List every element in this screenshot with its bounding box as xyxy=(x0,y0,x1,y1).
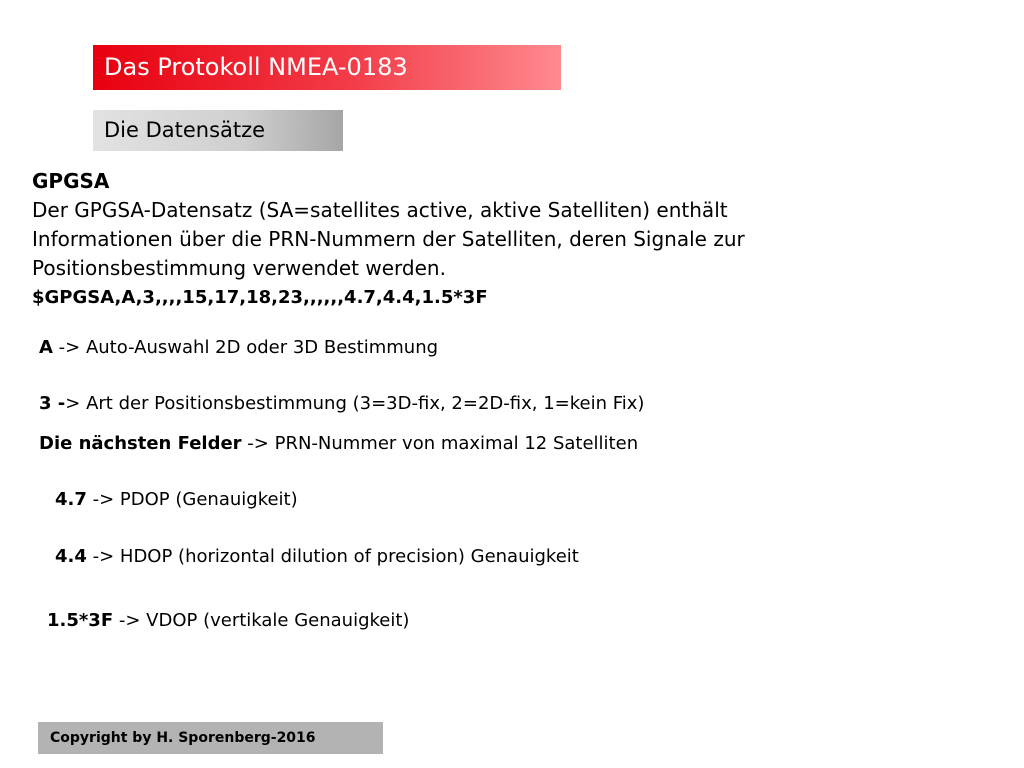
field-fix-type xyxy=(39,392,644,416)
copyright-footer: Copyright by H. Sporenberg-2016 xyxy=(38,722,383,754)
field-desc: -> PDOP (Genauigkeit) xyxy=(86,489,298,510)
field-key: 1.5*3F xyxy=(47,610,114,631)
field-desc: -> HDOP (horizontal dilution of precision) Genauigkeit xyxy=(86,546,579,567)
field-desc: -> VDOP (vertikale Genauigkeit) xyxy=(113,610,410,631)
field-pdop xyxy=(55,488,298,512)
field-vdop xyxy=(47,609,409,633)
field-desc: -> PRN-Nummer von maximal 12 Satelliten xyxy=(241,433,639,454)
description-line: Informationen über die PRN-Nummern der Satelliten, deren Signale zur xyxy=(32,227,745,251)
record-heading: GPGSA xyxy=(32,169,110,193)
field-desc: > Art der Positionsbestimmung (3=3D-fix, 2=2D-fix, 1=kein Fix) xyxy=(65,393,645,414)
field-hdop xyxy=(55,545,579,569)
field-key: 3 - xyxy=(39,393,66,414)
field-key: Die nächsten Felder xyxy=(39,433,242,454)
field-desc: -> Auto-Auswahl 2D oder 3D Bestimmung xyxy=(52,337,439,358)
nmea-sentence: $GPGSA,A,3,,,,15,17,18,23,,,,,,4.7,4.4,1.5*3F xyxy=(32,287,488,308)
field-a xyxy=(39,336,438,360)
field-key: A xyxy=(39,337,53,358)
field-key: 4.7 xyxy=(55,489,87,510)
slide-subtitle: Die Datensätze xyxy=(104,118,266,142)
field-prn-numbers xyxy=(39,432,638,456)
title-banner xyxy=(93,45,561,90)
field-key: 4.4 xyxy=(55,546,87,567)
slide-title: Das Protokoll NMEA-0183 xyxy=(104,53,408,81)
description-line: Der GPGSA-Datensatz (SA=satellites active, aktive Satelliten) enthält xyxy=(32,198,728,222)
intro-block xyxy=(32,167,992,312)
description-line: Positionsbestimmung verwendet werden. xyxy=(32,256,446,280)
subtitle-banner xyxy=(93,110,343,151)
